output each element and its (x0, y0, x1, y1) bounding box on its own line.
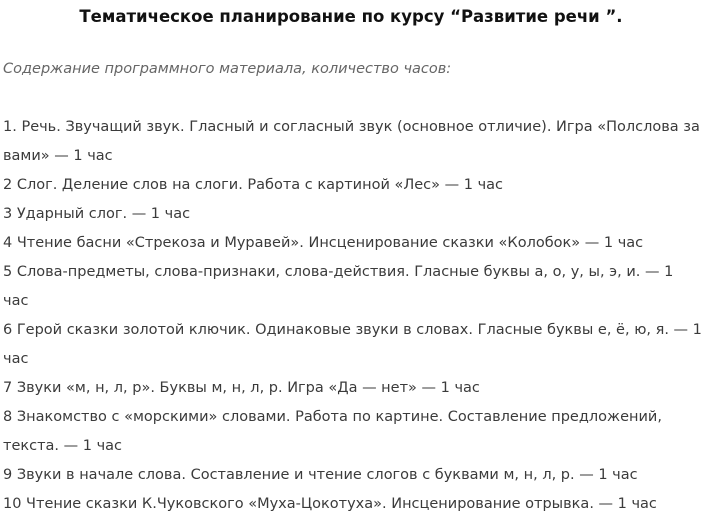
list-item: 9 Звуки в начале слова. Составление и чтение слогов с буквами м, н, л, р. — 1 час (3, 467, 638, 483)
list-item: 2 Слог. Деление слов на слоги. Работа с картиной «Лес» — 1 час (3, 177, 504, 193)
list-item: 10 Чтение сказки К.Чуковского «Муха-Цокотуха». Инсценирование отрывка. — 1 час (3, 496, 657, 512)
list-item: 4 Чтение басни «Стрекоза и Муравей». Инсценирование сказки «Колобок» — 1 час (3, 235, 644, 251)
document-title: Тематическое планирование по курсу “Развитие речи ”. (79, 7, 623, 26)
lesson-plan-list (3, 113, 702, 519)
list-item: 8 Знакомство с «морскими» словами. Работа по картине. Составление предложений, текста. — 1 час (3, 409, 662, 454)
list-item: 6 Герой сказки золотой ключик. Одинаковые звуки в словах. Гласные буквы е, ё, ю, я. — 1 час (3, 322, 702, 367)
list-item: 3 Ударный слог. — 1 час (3, 206, 191, 222)
document-subtitle: Содержание программного материала, количество часов: (3, 61, 452, 77)
list-item: 5 Слова-предметы, слова-признаки, слова-действия. Гласные буквы а, о, у, ы, э, и. — 1 час (3, 264, 674, 309)
list-item: 7 Звуки «м, н, л, р». Буквы м, н, л, р. Игра «Да — нет» — 1 час (3, 380, 480, 396)
list-item: 1. Речь. Звучащий звук. Гласный и согласный звук (основное отличие). Игра «Полслова за вами» — 1 час (3, 119, 700, 164)
